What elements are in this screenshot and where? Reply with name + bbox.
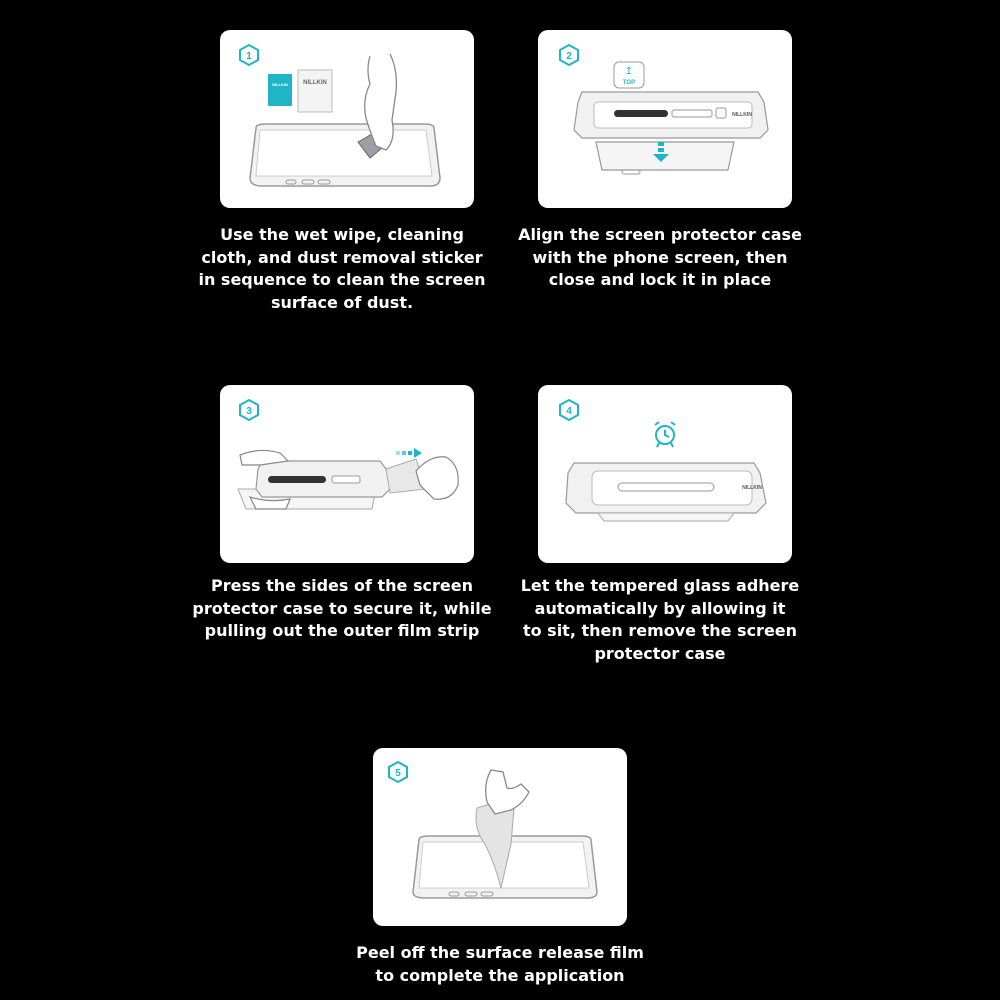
step-3-caption: Press the sides of the screen protector case to secure it, while pulling out the outer film strip bbox=[192, 576, 492, 640]
phone bbox=[598, 513, 734, 521]
step-number: 2 bbox=[566, 51, 572, 62]
case-slot bbox=[614, 110, 668, 117]
step-2-card bbox=[538, 30, 792, 208]
hand bbox=[486, 770, 529, 814]
step-5-caption: Peel off the surface release film to complete the application bbox=[356, 943, 644, 985]
step-5-card bbox=[373, 748, 627, 926]
step-4-caption: Let the tempered glass adhere automatically by allowing it to sit, then remove the screen protector case bbox=[520, 576, 800, 663]
step-3-card bbox=[220, 385, 474, 563]
step-2-illustration bbox=[538, 30, 792, 208]
cleaning-cloth-logo: NILLKIN bbox=[303, 80, 327, 86]
wet-wipe-packet bbox=[268, 74, 292, 106]
case-slot bbox=[268, 476, 326, 483]
step-number: 3 bbox=[246, 406, 252, 417]
step-4-card bbox=[538, 385, 792, 563]
step-number: 4 bbox=[566, 406, 572, 417]
case-slot bbox=[618, 483, 714, 491]
step-number: 1 bbox=[246, 51, 252, 62]
step-5-illustration bbox=[373, 748, 627, 926]
right-hand bbox=[416, 457, 458, 499]
step-1-illustration bbox=[220, 30, 474, 208]
step-3-illustration bbox=[220, 385, 474, 563]
wet-wipe-logo: NILLKIN bbox=[272, 82, 288, 87]
case-logo: NILLKIN bbox=[742, 485, 762, 491]
step-2-caption: Align the screen protector case with the phone screen, then close and lock it in place bbox=[518, 225, 802, 289]
case-logo: NILLKIN bbox=[732, 112, 752, 118]
cleaning-cloth-packet bbox=[298, 70, 332, 112]
step-1-card bbox=[220, 30, 474, 208]
step-number: 5 bbox=[395, 768, 401, 779]
pull-arrow-icon bbox=[396, 448, 422, 458]
top-label: TOP bbox=[622, 80, 636, 86]
top-arrow-icon: ↥ bbox=[624, 66, 634, 77]
alarm-clock-icon bbox=[655, 422, 675, 447]
step-4-illustration bbox=[538, 385, 792, 563]
step-1-caption: Use the wet wipe, cleaning cloth, and dust removal sticker in sequence to clean the screen surface of dust. bbox=[198, 225, 486, 312]
